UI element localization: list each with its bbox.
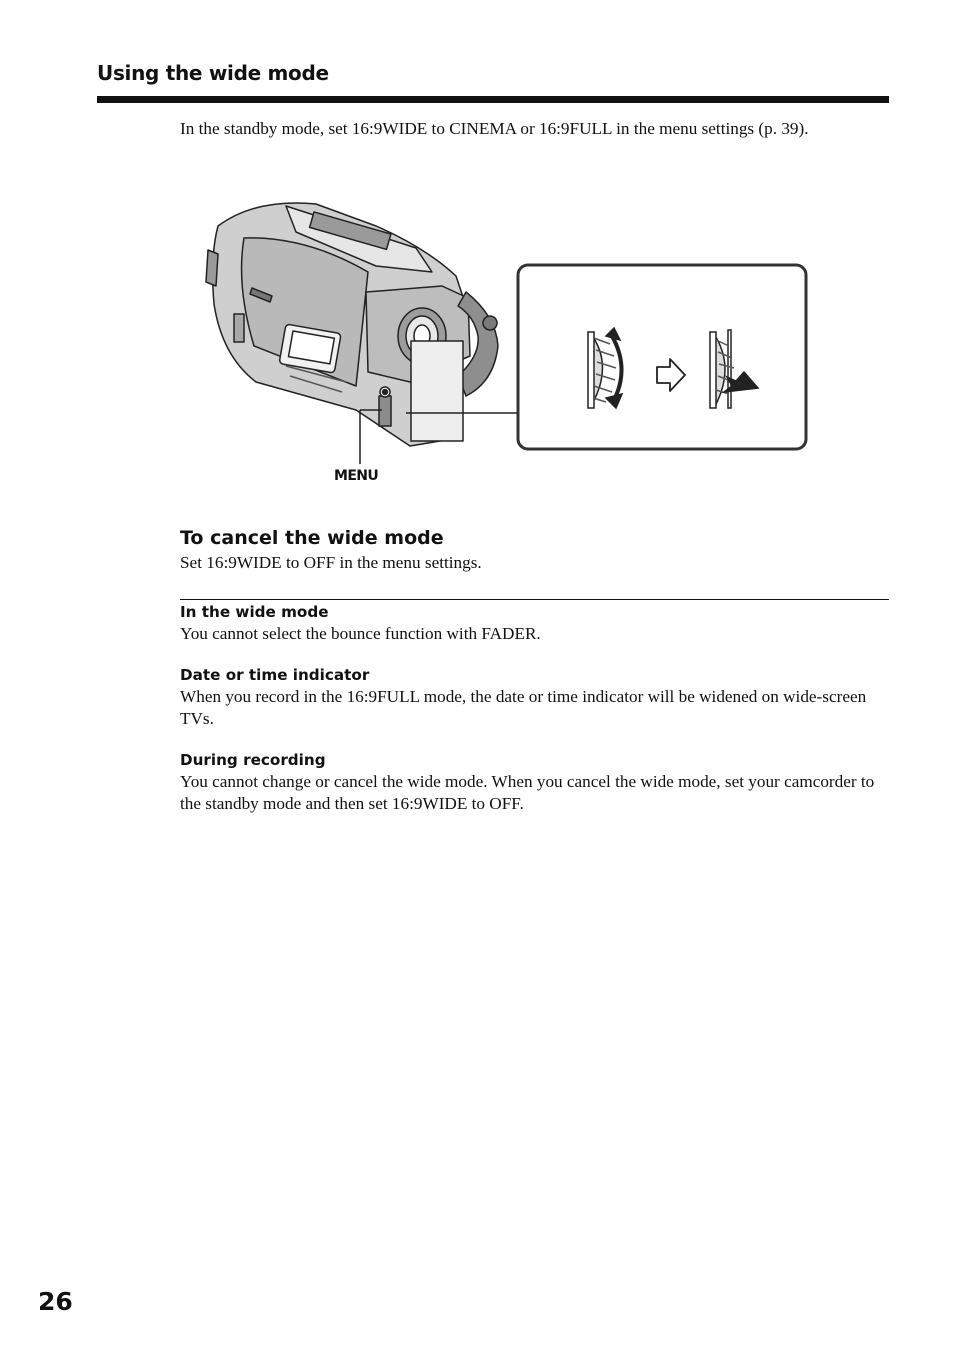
camcorder-illustration <box>196 196 816 496</box>
intro-text: In the standby mode, set 16:9WIDE to CINEMA or 16:9FULL in the menu settings (p. 39). <box>180 119 809 138</box>
note-item <box>180 749 890 815</box>
note-body: When you record in the 16:9FULL mode, the date or time indicator will be widened on wide-screen TVs. <box>180 687 867 728</box>
menu-callout-label: MENU <box>334 468 379 484</box>
cancel-text: Set 16:9WIDE to OFF in the menu settings. <box>180 553 482 572</box>
note-title: In the wide mode <box>180 603 329 621</box>
cancel-heading: To cancel the wide mode <box>180 527 444 549</box>
note-item <box>180 664 890 730</box>
section-title: Using the wide mode <box>97 61 329 85</box>
note-title: Date or time indicator <box>180 666 370 684</box>
notes-section <box>180 601 890 834</box>
camcorder-icon <box>206 203 498 446</box>
page-number: 26 <box>38 1287 73 1316</box>
note-title: During recording <box>180 751 326 769</box>
note-body: You cannot select the bounce function with FADER. <box>180 624 541 643</box>
note-item <box>180 601 890 645</box>
notes-divider <box>180 599 889 600</box>
note-body: You cannot change or cancel the wide mode. When you cancel the wide mode, set your camcorder to the standby mode and then set 16:9WIDE to OFF. <box>180 772 875 813</box>
title-rule <box>97 96 889 103</box>
